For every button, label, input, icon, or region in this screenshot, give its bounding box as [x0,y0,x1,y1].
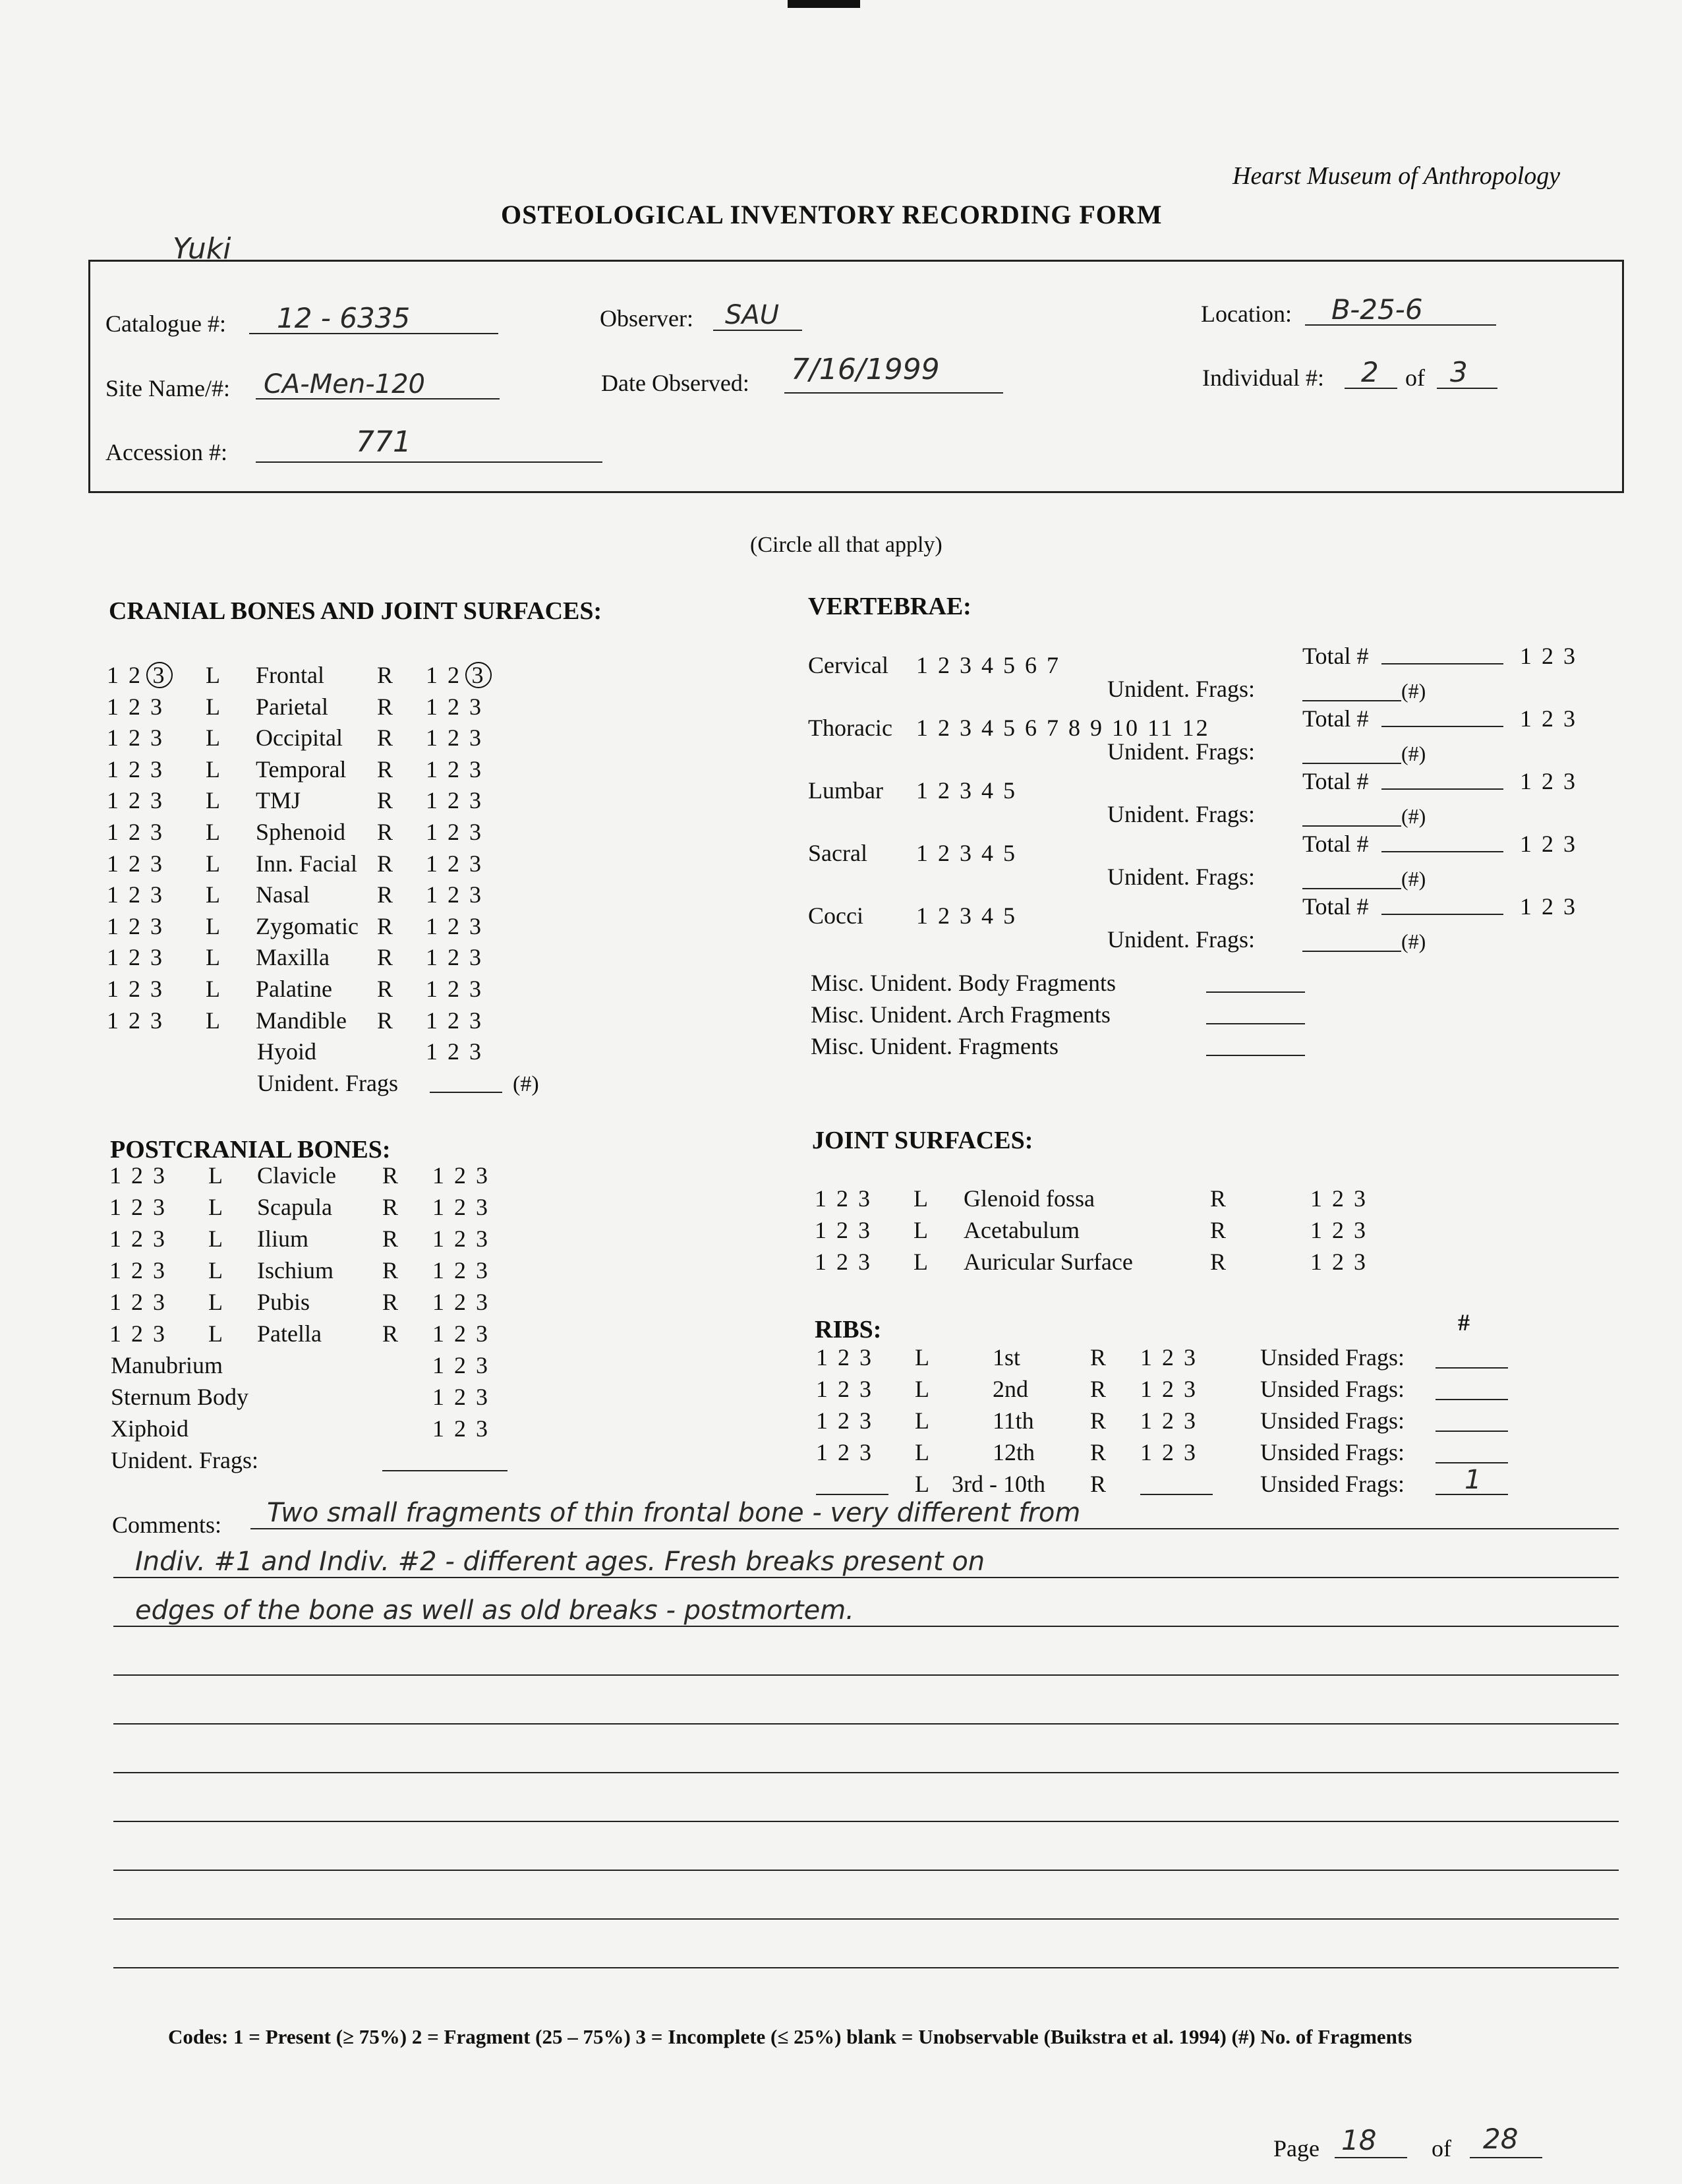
postcranial-right-side: R [382,1320,399,1347]
rib-left-side: L [915,1439,929,1465]
postcranial-bone-name: Pubis [257,1289,310,1315]
cranial-left-scale[interactable]: 1 2 3 [107,881,164,908]
misc-fragment-label: Misc. Unident. Arch Fragments [811,1001,1111,1028]
accession-line [256,461,602,463]
vertebra-unident-line[interactable] [1302,700,1401,701]
joint-right-scale[interactable]: 1 2 3 [1310,1185,1368,1212]
cranial-right-scale[interactable]: 1 2 3 [426,944,483,970]
cranial-bone-name: Parietal [256,694,328,720]
vertebra-total-scale[interactable]: 1 2 3 [1520,643,1577,669]
rib-right-scale[interactable]: 1 2 3 [1140,1344,1198,1371]
cranial-bone-name: Zygomatic [256,913,359,939]
hyoid-scale[interactable]: 1 2 3 [426,1038,483,1065]
cranial-bone-name: Inn. Facial [256,850,357,877]
joint-right-side: R [1210,1217,1227,1243]
location-label: Location: [1201,301,1292,327]
rib-mid-name: 3rd - 10th [952,1471,1045,1497]
handwritten-annotation: Yuki [173,232,231,266]
postcranial-right-scale[interactable]: 1 2 3 [432,1257,490,1284]
joint-right-side: R [1210,1185,1227,1212]
joint-right-scale[interactable]: 1 2 3 [1310,1249,1368,1275]
rib-mid-left-line[interactable] [816,1494,888,1495]
joint-right-side: R [1210,1249,1227,1275]
rib-mid-right-side: R [1090,1471,1107,1497]
vertebra-numbers[interactable]: 1 2 3 4 5 6 7 8 9 10 11 12 [916,715,1210,741]
cranial-left-scale[interactable]: 1 2 3 [107,1007,164,1034]
misc-fragment-line[interactable] [1206,991,1305,993]
postcranial-left-side: L [208,1320,223,1347]
postcranial-single-name: Sternum Body [111,1384,249,1410]
page-label: Page [1273,2135,1320,2162]
comment-line [113,1918,1619,1920]
rib-unsided-label: Unsided Frags: [1260,1471,1405,1497]
cranial-right-scale[interactable]: 1 2 3 [426,819,483,845]
rib-unsided-label: Unsided Frags: [1260,1439,1405,1465]
vertebra-total-line[interactable] [1381,851,1503,852]
rib-right-side: R [1090,1407,1107,1434]
observer-label: Observer: [600,305,693,332]
cranial-left-scale[interactable]: 1 2 3 [107,944,164,970]
rib-unsided-line[interactable] [1436,1462,1508,1463]
postcranial-single-scale[interactable]: 1 2 3 [432,1384,490,1410]
joint-surface-name: Auricular Surface [964,1249,1133,1275]
cranial-right-scale[interactable]: 1 2 3 [426,724,483,751]
vertebra-unident-line[interactable] [1302,825,1401,827]
rib-name: 1st [993,1344,1021,1371]
cranial-left-scale[interactable]: 1 2 3 [107,724,164,751]
postcranial-single-scale[interactable]: 1 2 3 [432,1415,490,1442]
vertebra-unident-hash: (#) [1401,679,1426,703]
cranial-right-scale[interactable]: 1 2 3 [426,976,483,1002]
misc-fragment-label: Misc. Unident. Fragments [811,1033,1058,1059]
postcranial-bone-name: Patella [257,1320,322,1347]
joint-left-scale[interactable]: 1 2 3 [815,1249,872,1275]
vertebra-numbers[interactable]: 1 2 3 4 5 6 7 [916,652,1060,678]
vertebra-total-label: Total # [1302,643,1369,669]
cranial-left-side: L [206,819,220,845]
postcranial-right-side: R [382,1194,399,1220]
cranial-right-side: R [377,694,393,720]
vertebra-unident-hash: (#) [1401,804,1426,828]
postcranial-right-side: R [382,1257,399,1284]
joint-surface-name: Acetabulum [964,1217,1080,1243]
rib-right-scale[interactable]: 1 2 3 [1140,1376,1198,1402]
hyoid-label: Hyoid [257,1038,316,1065]
postcranial-left-scale[interactable]: 1 2 3 [109,1194,167,1220]
rib-unsided-line[interactable] [1436,1431,1508,1432]
cranial-left-scale[interactable]: 1 2 3 [107,694,164,720]
postcranial-unident-label: Unident. Frags: [111,1447,258,1473]
vertebra-name: Cervical [808,652,888,678]
postcranial-left-side: L [208,1194,223,1220]
cranial-bone-name: Maxilla [256,944,330,970]
postcranial-heading: POSTCRANIAL BONES: [110,1136,391,1164]
comment-line [250,1528,1619,1529]
postcranial-right-scale[interactable]: 1 2 3 [432,1289,490,1315]
cranial-right-scale[interactable]: 1 2 3 [426,913,483,939]
postcranial-left-scale[interactable]: 1 2 3 [109,1257,167,1284]
cranial-unident-label: Unident. Frags [257,1070,398,1096]
cranial-right-side: R [377,1007,393,1034]
cranial-left-scale[interactable]: 1 2 3 [107,819,164,845]
vertebra-total-scale[interactable]: 1 2 3 [1520,893,1577,920]
rib-right-side: R [1090,1376,1107,1402]
vertebra-unident-hash: (#) [1401,867,1426,891]
vertebra-numbers[interactable]: 1 2 3 4 5 [916,840,1017,866]
ribs-hash-header: # [1458,1309,1470,1336]
page-of-label: of [1432,2135,1451,2162]
ribs-heading: RIBS: [815,1316,882,1343]
rib-unsided-label: Unsided Frags: [1260,1376,1405,1402]
catalogue-value[interactable]: 12 - 6335 [277,302,411,334]
cranial-left-scale[interactable]: 1 2 3 [107,787,164,813]
site-value[interactable]: CA-Men-120 [264,369,425,399]
misc-fragment-label: Misc. Unident. Body Fragments [811,970,1116,996]
rib-right-side: R [1090,1344,1107,1371]
cranial-right-scale[interactable]: 1 2 3 [426,850,483,877]
comment-line [113,1772,1619,1773]
cranial-left-side: L [206,787,220,813]
comment-line [113,1723,1619,1725]
postcranial-right-scale[interactable]: 1 2 3 [432,1225,490,1252]
accession-value[interactable]: 771 [356,425,411,459]
page-total[interactable]: 28 [1483,2123,1519,2155]
cranial-left-side: L [206,724,220,751]
cranial-left-scale[interactable]: 1 2 3 [107,756,164,782]
rib-left-side: L [915,1344,929,1371]
vertebra-total-scale[interactable]: 1 2 3 [1520,768,1577,794]
date-line [784,392,1003,394]
cranial-right-scale[interactable]: 1 2 3 [426,881,483,908]
circled-value: 3 [465,662,492,688]
misc-fragment-line[interactable] [1206,1055,1305,1056]
vertebra-total-label: Total # [1302,893,1369,920]
page-line [1335,2157,1407,2158]
rib-name: 11th [993,1407,1034,1434]
cranial-left-scale[interactable]: 1 2 3 [107,913,164,939]
vertebra-unident-hash: (#) [1401,742,1426,765]
vertebra-name: Lumbar [808,777,883,804]
circled-value: 3 [146,662,173,688]
cranial-left-side: L [206,850,220,877]
cranial-right-side: R [377,913,393,939]
postcranial-unident-line[interactable] [382,1470,508,1471]
rib-unsided-line[interactable] [1436,1399,1508,1400]
cranial-left-scale[interactable]: 1 2 3 [107,976,164,1002]
vertebra-total-scale[interactable]: 1 2 3 [1520,705,1577,732]
joint-left-side: L [914,1217,928,1243]
observer-value[interactable]: SAU [725,300,780,330]
individual-of: of [1405,365,1425,391]
cranial-heading: CRANIAL BONES AND JOINT SURFACES: [109,597,602,625]
cranial-left-side: L [206,694,220,720]
comments-label: Comments: [112,1512,222,1538]
vertebra-unident-label: Unident. Frags: [1107,926,1255,953]
rib-name: 2nd [993,1376,1028,1402]
cranial-left-side: L [206,662,220,688]
rib-unsided-line[interactable] [1436,1367,1508,1369]
postcranial-single-name: Manubrium [111,1352,223,1378]
joint-heading: JOINT SURFACES: [812,1127,1033,1154]
codes-legend: Codes: 1 = Present (≥ 75%) 2 = Fragment (25 – 75%) 3 = Incomplete (≤ 25%) blank = Unobservable (Buikstra et al. 1994) (#) No. of Fragments [168,2025,1412,2048]
rib-unsided-label: Unsided Frags: [1260,1344,1405,1371]
form-title: OSTEOLOGICAL INVENTORY RECORDING FORM [501,200,1163,229]
cranial-right-scale[interactable]: 1 2 3 [426,1007,483,1034]
cranial-bone-name: Mandible [256,1007,347,1034]
museum-name: Hearst Museum of Anthropology [1232,162,1561,190]
postcranial-right-side: R [382,1162,399,1189]
cranial-right-side: R [377,850,393,877]
postcranial-right-scale[interactable]: 1 2 3 [432,1194,490,1220]
cranial-right-side: R [377,944,393,970]
vertebra-total-label: Total # [1302,831,1369,857]
vertebra-total-label: Total # [1302,768,1369,794]
rib-right-side: R [1090,1439,1107,1465]
comment-line [113,1967,1619,1968]
postcranial-bone-name: Clavicle [257,1162,336,1189]
vertebra-total-line[interactable] [1381,726,1503,727]
rib-unsided-label: Unsided Frags: [1260,1407,1405,1434]
circle-note: (Circle all that apply) [750,533,942,557]
vertebra-total-label: Total # [1302,705,1369,732]
catalogue-label: Catalogue #: [105,310,226,337]
postcranial-bone-name: Ischium [257,1257,334,1284]
joint-left-side: L [914,1249,928,1275]
cranial-right-scale[interactable]: 1 2 3 [426,661,488,689]
comment-line [113,1674,1619,1676]
vertebra-name: Sacral [808,840,867,866]
vertebrae-heading: VERTEBRAE: [808,593,972,620]
cranial-unident-line[interactable] [430,1092,502,1093]
page-value[interactable]: 18 [1341,2124,1377,2156]
joint-surface-name: Glenoid fossa [964,1185,1095,1212]
rib-right-scale[interactable]: 1 2 3 [1140,1439,1198,1465]
postcranial-left-side: L [208,1289,223,1315]
postcranial-bone-name: Ilium [257,1225,308,1252]
rib-left-scale[interactable]: 1 2 3 [816,1407,873,1434]
rib-left-scale[interactable]: 1 2 3 [816,1344,873,1371]
comment-line [113,1870,1619,1871]
vertebra-unident-line[interactable] [1302,951,1401,952]
rib-left-side: L [915,1407,929,1434]
vertebra-unident-line[interactable] [1302,888,1401,889]
vertebra-total-scale[interactable]: 1 2 3 [1520,831,1577,857]
cranial-bone-name: Nasal [256,881,310,908]
cranial-right-scale[interactable]: 1 2 3 [426,756,483,782]
cranial-left-side: L [206,1007,220,1034]
vertebra-unident-label: Unident. Frags: [1107,801,1255,827]
postcranial-right-scale[interactable]: 1 2 3 [432,1162,490,1189]
postcranial-right-side: R [382,1225,399,1252]
postcranial-left-scale[interactable]: 1 2 3 [109,1320,167,1347]
cranial-unident-hash: (#) [513,1072,539,1096]
cranial-bone-name: Sphenoid [256,819,346,845]
individual-label: Individual #: [1202,365,1324,391]
accession-label: Accession #: [105,439,227,465]
cranial-right-side: R [377,819,393,845]
comment-text[interactable]: Indiv. #1 and Indiv. #2 - different ages. Fresh breaks present on [135,1547,985,1577]
postcranial-left-side: L [208,1225,223,1252]
cranial-right-side: R [377,662,393,688]
cranial-right-side: R [377,724,393,751]
cranial-left-scale[interactable]: 1 2 3 [107,661,169,689]
cranial-right-scale[interactable]: 1 2 3 [426,787,483,813]
date-label: Date Observed: [601,370,749,396]
vertebra-name: Cocci [808,902,863,929]
individual-total[interactable]: 3 [1450,356,1468,388]
cranial-left-side: L [206,944,220,970]
cranial-bone-name: TMJ [256,787,301,813]
rib-right-scale[interactable]: 1 2 3 [1140,1407,1198,1434]
vertebra-numbers[interactable]: 1 2 3 4 5 [916,902,1017,929]
cranial-right-scale[interactable]: 1 2 3 [426,694,483,720]
vertebra-total-line[interactable] [1381,663,1503,664]
postcranial-left-side: L [208,1162,223,1189]
cranial-left-side: L [206,756,220,782]
comment-line [113,1626,1619,1627]
postcranial-right-side: R [382,1289,399,1315]
postcranial-single-name: Xiphoid [111,1415,189,1442]
vertebra-numbers[interactable]: 1 2 3 4 5 [916,777,1017,804]
misc-fragment-line[interactable] [1206,1023,1305,1024]
cranial-bone-name: Temporal [256,756,347,782]
joint-left-side: L [914,1185,928,1212]
individual-value[interactable]: 2 [1361,356,1379,388]
vertebra-name: Thoracic [808,715,892,741]
rib-left-scale[interactable]: 1 2 3 [816,1439,873,1465]
date-value[interactable]: 7/16/1999 [791,353,940,386]
vertebra-unident-label: Unident. Frags: [1107,738,1255,765]
joint-left-scale[interactable]: 1 2 3 [815,1217,872,1243]
rib-mid-right-line[interactable] [1140,1494,1213,1495]
comment-line [113,1821,1619,1822]
cranial-bone-name: Occipital [256,724,343,751]
joint-left-scale[interactable]: 1 2 3 [815,1185,872,1212]
page-total-line [1470,2157,1542,2158]
comment-text[interactable]: Two small fragments of thin frontal bone - very different from [267,1498,1081,1528]
postcranial-single-scale[interactable]: 1 2 3 [432,1352,490,1378]
scan-mark [788,0,860,8]
rib-left-scale[interactable]: 1 2 3 [816,1376,873,1402]
vertebra-unident-label: Unident. Frags: [1107,864,1255,890]
rib-left-side: L [915,1376,929,1402]
cranial-right-side: R [377,976,393,1002]
cranial-left-side: L [206,913,220,939]
cranial-right-side: R [377,881,393,908]
cranial-right-side: R [377,787,393,813]
rib-mid-left-side: L [915,1471,929,1497]
comment-text[interactable]: edges of the bone as well as old breaks - postmortem. [135,1595,854,1626]
vertebra-unident-line[interactable] [1302,763,1401,764]
vertebra-unident-hash: (#) [1401,930,1426,953]
site-label: Site Name/#: [105,375,230,401]
postcranial-bone-name: Scapula [257,1194,332,1220]
joint-right-scale[interactable]: 1 2 3 [1310,1217,1368,1243]
cranial-left-scale[interactable]: 1 2 3 [107,850,164,877]
postcranial-left-scale[interactable]: 1 2 3 [109,1162,167,1189]
rib-unsided-value[interactable]: 1 [1464,1465,1482,1495]
cranial-bone-name: Palatine [256,976,332,1002]
cranial-left-side: L [206,881,220,908]
vertebra-total-line[interactable] [1381,914,1503,915]
postcranial-left-scale[interactable]: 1 2 3 [109,1225,167,1252]
postcranial-left-side: L [208,1257,223,1284]
postcranial-right-scale[interactable]: 1 2 3 [432,1320,490,1347]
cranial-left-side: L [206,976,220,1002]
vertebra-unident-label: Unident. Frags: [1107,676,1255,702]
comment-line [113,1577,1619,1578]
location-value[interactable]: B-25-6 [1331,293,1423,326]
cranial-bone-name: Frontal [256,662,324,688]
rib-name: 12th [993,1439,1035,1465]
postcranial-left-scale[interactable]: 1 2 3 [109,1289,167,1315]
vertebra-total-line[interactable] [1381,788,1503,790]
cranial-right-side: R [377,756,393,782]
